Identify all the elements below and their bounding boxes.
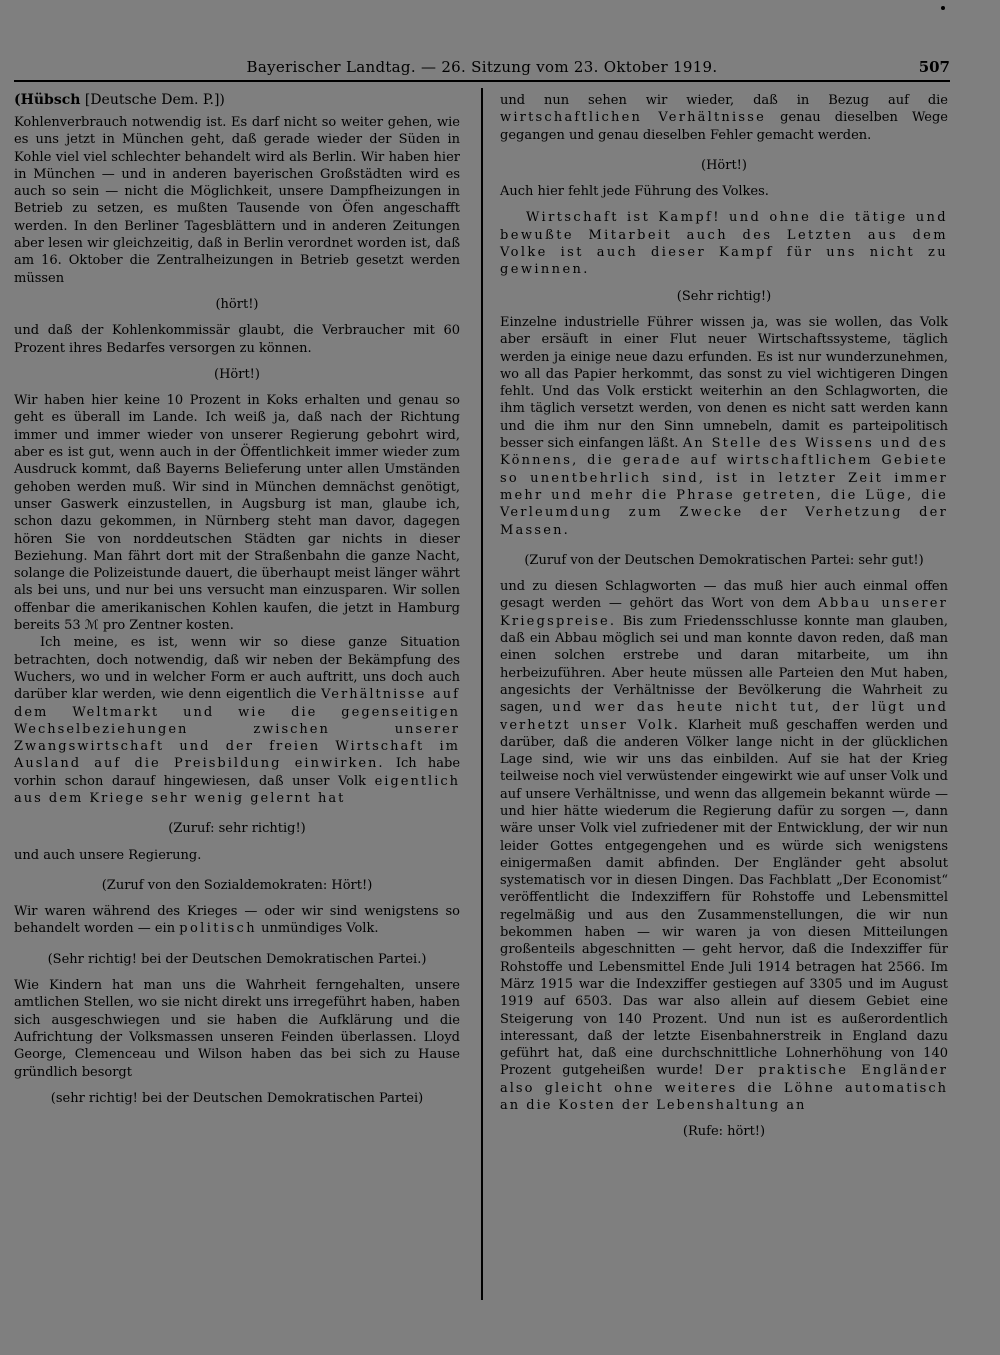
paragraph: Auch hier fehlt jede Führung des Volkes. [500, 184, 769, 200]
paragraph [14, 977, 460, 1081]
paragraph: Wir haben hier keine 10 Prozent in Koks erhalten und genau so geht es überall im Lande. Ich weiß ja, daß nach der Richtung immer und immer wieder von unserer Regierung gebohrt wird, aber es ist gut, wenn auch in der Öffentlichkeit immer wieder zum Ausdruck kommt, daß Bayerns Belieferung unter allen Umständen gehoben werden muß. Wir sind in München demnächst genötigt, unser Gaswerk einzustellen, in Augsburg ist man, glaube ich, schon dazu gekommen, in Nürnberg steht man davor, dagegen hören Sie von norddeutschen Städten gar nichts in dieser Beziehung. Man fährt dort mit der Straßenbahn die ganze Nacht, solange die Polizeistunde dauert, die überhaupt meist länger währt als bei uns, und nur bei uns versucht man einzusparen. Wir sollen offenbar die amerikanischen Kohlen kaufen, die jetzt in Hamburg bereits 53 ℳ pro Zentner kosten. [14, 393, 460, 634]
interjection: (Zuruf: sehr richtig!) [168, 821, 306, 837]
paragraph [500, 92, 948, 144]
emphasized-text: An Stelle des Wissens und des Könnens, die gerade auf wirtschaftlichem Gebiete so unentbehrlich sind, ist in letzter Zeit immer mehr und mehr die Phrase getreten, die Lüge, die Verleumdung zum Zwecke der Verhetzung der Massen. [500, 436, 948, 538]
header-rule [14, 80, 950, 82]
emphasized-text: und wer das heute nicht tut, der lügt und verhetzt unser Volk. [500, 700, 948, 733]
paragraph-text: Lloyd George, Clemenceau und Wilson haben das bei sich zu Hause gründlich besorgt [14, 1029, 460, 1080]
paragraph-text: genau dieselben Wege gegangen und genau dieselben Fehler gemacht werden. [500, 110, 948, 143]
interjection: (Hört!) [701, 157, 747, 173]
interjection: (hört!) [215, 296, 259, 312]
interjection: (sehr richtig! bei der Deutschen Demokratischen Partei) [50, 1090, 424, 1106]
emphasized-text: eigentlich aus dem Kriege sehr wenig gelernt hat [14, 773, 461, 806]
paragraph-text: Ich habe vorhin schon darauf hingewiesen, daß unser Volk [14, 756, 461, 789]
paragraph-text: Bis zum Friedensschlusse konnte man glauben, daß ein Abbau möglich sei und man konnte davon reden, daß man einen solchen erstrebe und daran mitarbeite, um ihn herbeizuführen. Aber heute müssen alle Parteien den Mut haben, angesichts der Verhältnisse der Bevölkerung die Wahrheit zu sagen, [500, 613, 948, 716]
paragraph: und auch unsere Regierung. [14, 847, 202, 863]
speaker-party: [Deutsche Dem. P.]) [80, 92, 225, 108]
paragraph-text: Klarheit muß geschaffen werden und darüber, daß die anderen Völker lange nicht in der glücklichen Lage sind, wie wir uns das einbilden. Auf sie hat der Krieg teilweise noch viel verwüstender eingewirkt wie auf unser Volk und auf unsere Verhältnisse, und wenn das allgemein bekannt würde — und hier hätte wiederum die Regierung dafür zu sorgen —, dann wäre unser Volk viel zufriedener mit der Entwicklung, der wir nun leider Gottes entgegengehen und es würde sich wenigstens einigermaßen damit abfinden. Der Engländer geht absolut systematisch vor in diesen Dingen. Das Fachblatt „Der Economist“ veröffentlicht die Indexziffern für Rohstoffe und Lebensmittel regelmäßig und aus den Zusammenstellungen, die wir nun bekommen haben — wir waren ja von diesen Mitteilungen großenteils abgeschnitten — geht hervor, daß die Indexziffer für Rohstoffe und Lebensmittel Ende Juli 1914 betragen hat 2566. Im März 1915 war die Indexziffer gestiegen auf 3305 und im August 1919 auf 6503. Das war also allein auf diesem Gebiet eine Steigerung von 140 Prozent. Und nun ist es außerordentlich interessant, daß der letzte Eisenbahnerstreik in England dazu geführt hat, daß eine durchschnittliche Lohnerhöhung von 140 Prozent gutgeheißen wurde! [500, 717, 948, 1079]
paragraph [14, 634, 460, 807]
interjection: (Sehr richtig!) [676, 288, 772, 304]
paragraph-text: und nun sehen wir wieder, daß in Bezug auf die [500, 93, 948, 108]
paragraph: Kohlenverbrauch notwendig ist. Es darf nicht so weiter gehen, wie es uns jetzt in München geht, daß gerade wieder der Süden in Kohle viel viel schlechter behandelt wird als Berlin. Wir haben hier in München — und in anderen bayerischen Großstädten wird es auch so sein — nicht die Möglichkeit, unsere Dampfheizungen in Betrieb zu setzen, es mußten Tausende von Öfen angeschafft werden. In den Berliner Tagesblättern und in anderen Zeitungen aber lesen wir gleichzeitig, daß in Berlin verordnet worden ist, daß am 16. Oktober die Zentralheizungen in Betrieb gesetzt werden müssen [14, 115, 460, 286]
emphasized-text: politisch [179, 921, 258, 937]
interjection: (Sehr richtig! bei der Deutschen Demokratischen Partei.) [47, 951, 427, 967]
paragraph [14, 903, 460, 938]
paragraph-text: Einzelne industrielle Führer wissen ja, was sie wollen, das Volk aber ersäuft in einer Flut neuer Wirtschaftssysteme, täglich werden ja einige neue dazu erfunden. Es ist nur wunderzunehmen, wo all das Papier herkommt, das sonst zu viel wichtigeren Dingen fehlt. Und das Volk erstickt weiterhin an den Schlagworten, die ihm täglich versetzt werden, von denen es nicht satt werden kann und die ihm nur den Sinn umnebeln, damit es parteipolitisch besser sich einfangen läßt. [500, 314, 948, 452]
speaker-name: (Hübsch [14, 92, 81, 108]
page-number: 507 [918, 58, 950, 76]
paragraph [500, 314, 948, 539]
column-divider [481, 88, 483, 1300]
right-column [500, 92, 948, 1141]
emphasized-text: Der praktische Engländer also gleicht ohne weiteres die Löhne automatisch an die Kosten der Lebenshaltung an [500, 1063, 948, 1114]
emphasized-paragraph: Wirtschaft ist Kampf! und ohne die tätige und bewußte Mitarbeit auch des Letzten aus dem Volke ist auch dieser Kampf für uns nicht zu gewinnen. [500, 210, 948, 278]
paragraph-text: Wir waren während des Krieges — oder wir sind wenigstens so behandelt worden — ein [14, 904, 460, 937]
paragraph-text: Ich meine, es ist, wenn wir so diese ganze Situation betrachten, doch notwendig, daß wir neben der Bekämpfung des Wuchers, wo und in welcher Form er auch auftritt, uns doch auch darüber klar werden, wie denn eigentlich die [14, 635, 460, 703]
paragraph-text: und zu diesen Schlagworten — das muß hier auch einmal offen gesagt werden — gehört das Wort von dem [500, 579, 948, 612]
page-header [14, 58, 950, 80]
emphasized-text: Verhältnisse auf dem Weltmarkt und wie die gegenseitigen Wechselbeziehungen zwischen unserer Zwangswirtschaft und der freien Wirtschaft im Ausland auf die Preisbildung einwirken. [14, 687, 460, 772]
paragraph-text: unmündiges Volk. [261, 921, 379, 937]
interjection: (Hört!) [214, 366, 260, 382]
emphasized-text: Abbau unserer Kriegspreise. [500, 596, 948, 629]
paragraph [500, 578, 948, 1114]
speaker-line [14, 92, 460, 108]
running-title: Bayerischer Landtag. — 26. Sitzung vom 23. Oktober 1919. [246, 58, 718, 76]
paragraph: und daß der Kohlenkommissär glaubt, die Verbraucher mit 60 Prozent ihres Bedarfes versorgen zu können. [14, 323, 460, 356]
paragraph-text: Wie Kindern hat man uns die Wahrheit ferngehalten, unsere amtlichen Stellen, wo sie nicht direkt uns irregeführt haben, haben sich ausgeschwiegen und sie haben die Aufklärung und die Aufrichtung der Volksmassen unseren Feinden überlassen. [14, 978, 460, 1045]
emphasized-text: wirtschaftlichen Verhältnisse [500, 110, 766, 126]
interjection: (Zuruf von den Sozialdemokraten: Hört!) [101, 877, 373, 893]
interjection: (Rufe: hört!) [682, 1124, 766, 1140]
ink-speck [941, 6, 945, 10]
interjection: (Zuruf von der Deutschen Demokratischen Partei: sehr gut!) [524, 552, 924, 568]
left-column [14, 92, 460, 1107]
